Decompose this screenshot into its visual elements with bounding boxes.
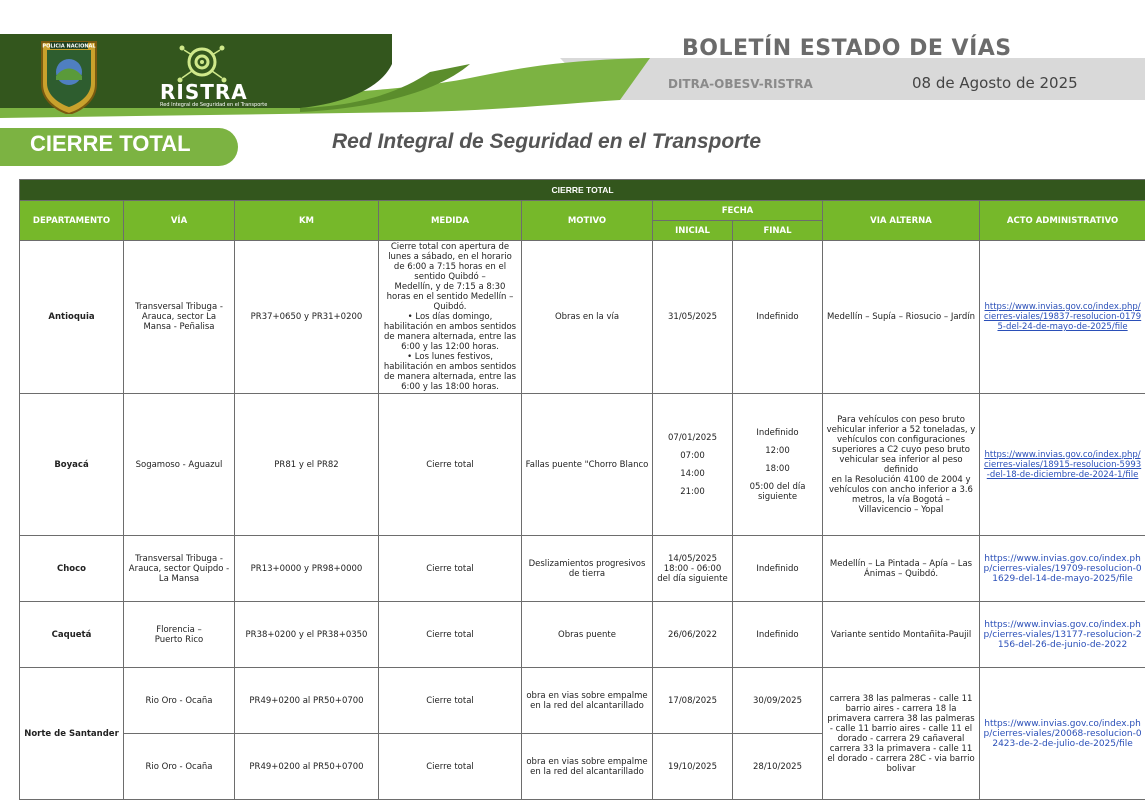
cell-final: Indefinido [733,602,823,668]
inicial-line: 14:00 [680,468,705,479]
section-pill-label: CIERRE TOTAL [30,131,191,156]
cell-km: PR81 y el PR82 [235,394,379,536]
table-title: CIERRE TOTAL [20,180,1145,201]
table-row [20,241,1145,394]
inicial-line: 07:00 [680,450,705,461]
header-via: VÍA [124,201,235,241]
cell-final: 30/09/2025 [733,668,823,734]
table-row [20,668,1145,734]
inicial-line: 18:00 - 06:00 [663,563,722,574]
section-title: Red Integral de Seguridad en el Transporte [332,130,762,153]
cell-medida: Cierre total [379,602,522,668]
cell-medida: Cierre total [379,734,522,800]
cell-medida: Cierre total [379,668,522,734]
svg-text:POLICIA NACIONAL: POLICIA NACIONAL [42,43,96,50]
cell-departamento: Boyacá [20,394,124,536]
cell-inicial: 26/06/2022 [653,602,733,668]
via-alterna-line: en la Resolución 4100 de 2004 y vehículos con ancho inferior a 3.6 metros, la vía Bogotá – Villavicencio – Yopal [829,474,973,515]
table-row [20,536,1145,602]
bulletin-code: DITRA-OBESV-RISTRA [668,77,813,91]
medida-line: Medellín, y de 7:15 a 8:30 horas en el sentido Medellín – Quibdó. [386,282,514,312]
final-line: 05:00 del día siguiente [749,481,806,502]
medida-line: • Los días domingo, habilitación en ambos sentidos de manera alternada, entre las 6:00 y las 12:00 horas. [383,312,517,352]
header-departamento: DEPARTAMENTO [20,201,124,241]
header-acto: ACTO ADMINISTRATIVO [980,201,1145,241]
cell-acto [980,536,1145,602]
via-line: Puerto Rico [154,634,204,645]
cell-via: Rio Oro - Ocaña [124,668,235,734]
header-medida: MEDIDA [379,201,522,241]
cell-motivo: Deslizamientos progresivos de tierra [522,536,653,602]
inicial-line: 14/05/2025 [668,553,717,564]
cell-via-alterna: carrera 38 las palmeras - calle 11 barrio aires - carrera 18 la primavera carrera 38 las palmeras - calle 11 barrio aires - calle 11 el dorado - carrera 29 cañaveral carrera 33 la primavera - calle 11 el dorado - carrera 28C - via barrio bolivar [823,668,980,800]
cell-via: Transversal Tribuga - Arauca, sector La Mansa - Peñalisa [124,241,235,394]
cell-motivo: Obras en la vía [522,241,653,394]
cell-acto [980,241,1145,394]
cell-motivo: Fallas puente "Chorro Blanco [522,394,653,536]
cell-acto [980,602,1145,668]
cell-inicial [653,394,733,536]
via-alterna-line: Para vehículos con peso bruto vehicular inferior a 52 toneladas, y vehículos con configuraciones superiores a C2 cuyo peso bruto vehicular sea inferior al peso definido [826,414,976,475]
cell-motivo: obra en vias sobre empalme en la red del alcantarillado [522,734,653,800]
cell-motivo: obra en vias sobre empalme en la red del alcantarillado [522,668,653,734]
acto-link[interactable]: https://www.invias.gov.co/index.php/cierres-viales/19837-resolucion-01795-del-24-de-mayo-de-2025/file [983,302,1142,332]
cell-via-alterna: Medellín – Supía – Riosucio – Jardín [823,241,980,394]
cell-departamento: Norte de Santander [20,668,124,800]
cell-km: PR38+0200 y el PR38+0350 [235,602,379,668]
cell-medida [379,241,522,394]
cell-via-alterna [823,394,980,536]
medida-line: Cierre total con apertura de lunes a sábado, en el horario de 6:00 a 7:15 horas en el sentido Quibdó – [388,242,512,282]
cell-via: Sogamoso - Aguazul [124,394,235,536]
header-km: KM [235,201,379,241]
final-line: 18:00 [765,463,790,474]
header-final: FINAL [733,221,823,241]
cell-inicial: 17/08/2025 [653,668,733,734]
header-via-alterna: VIA ALTERNA [823,201,980,241]
medida-line: • Los lunes festivos, habilitación en ambos sentidos de manera alternada, entre las 6:00 y las 18:00 horas. [383,352,517,392]
acto-link[interactable]: https://www.invias.gov.co/index.php/cierres-viales/18915-resolucion-5993-del-18-de-diciembre-de-2024-1/file [983,449,1142,480]
table-row [20,394,1145,536]
acto-link[interactable]: https://www.invias.gov.co/index.php/cierres-viales/20068-resolucion-02423-de-2-de-julio-de-2025/file [983,718,1142,749]
cell-departamento: Choco [20,536,124,602]
cell-via [124,602,235,668]
bulletin-title: BOLETÍN ESTADO DE VÍAS [682,36,1012,61]
police-badge-logo [36,36,102,114]
page-header [0,0,1145,118]
final-line: 12:00 [765,445,790,456]
inicial-line: 21:00 [680,486,705,497]
inicial-line: del día siguiente [657,573,728,584]
cell-motivo: Obras puente [522,602,653,668]
header-motivo: MOTIVO [522,201,653,241]
cell-km: PR13+0000 y PR98+0000 [235,536,379,602]
cell-via: Transversal Tribuga - Arauca, sector Quipdo - La Mansa [124,536,235,602]
ristra-brand: RISTRA [160,80,248,104]
bulletin-date: 08 de Agosto de 2025 [912,74,1078,92]
closures-table [19,179,1145,800]
cell-departamento: Antioquia [20,241,124,394]
cell-km: PR49+0200 al PR50+0700 [235,734,379,800]
header-fecha: FECHA [653,201,823,221]
cell-via-alterna: Variante sentido Montañita-Paujil [823,602,980,668]
cell-final: Indefinido [733,241,823,394]
cell-departamento: Caquetá [20,602,124,668]
cell-final [733,394,823,536]
cell-km: PR37+0650 y PR31+0200 [235,241,379,394]
acto-link[interactable]: https://www.invias.gov.co/index.php/cierres-viales/13177-resolucion-2156-del-26-de-junio-de-2022 [983,619,1142,650]
cell-inicial: 19/10/2025 [653,734,733,800]
ristra-subtitle: Red Integral de Seguridad en el Transporte [160,102,268,108]
cell-acto [980,394,1145,536]
cell-inicial [653,536,733,602]
acto-link[interactable]: https://www.invias.gov.co/index.php/cierres-viales/19709-resolucion-01629-del-14-de-mayo-2025/file [983,553,1142,584]
header-inicial: INICIAL [653,221,733,241]
via-line: Florencia – [156,624,202,635]
inicial-line: 07/01/2025 [668,432,717,443]
cell-via-alterna: Medellín – La Pintada – Apía – Las Ánimas – Quibdó. [823,536,980,602]
cell-final: Indefinido [733,536,823,602]
cell-medida: Cierre total [379,394,522,536]
cell-medida: Cierre total [379,536,522,602]
cell-acto [980,668,1145,800]
cell-km: PR49+0200 al PR50+0700 [235,668,379,734]
cell-final: 28/10/2025 [733,734,823,800]
table-row [20,602,1145,668]
final-line: Indefinido [756,427,799,438]
cell-inicial: 31/05/2025 [653,241,733,394]
cell-via: Rio Oro - Ocaña [124,734,235,800]
